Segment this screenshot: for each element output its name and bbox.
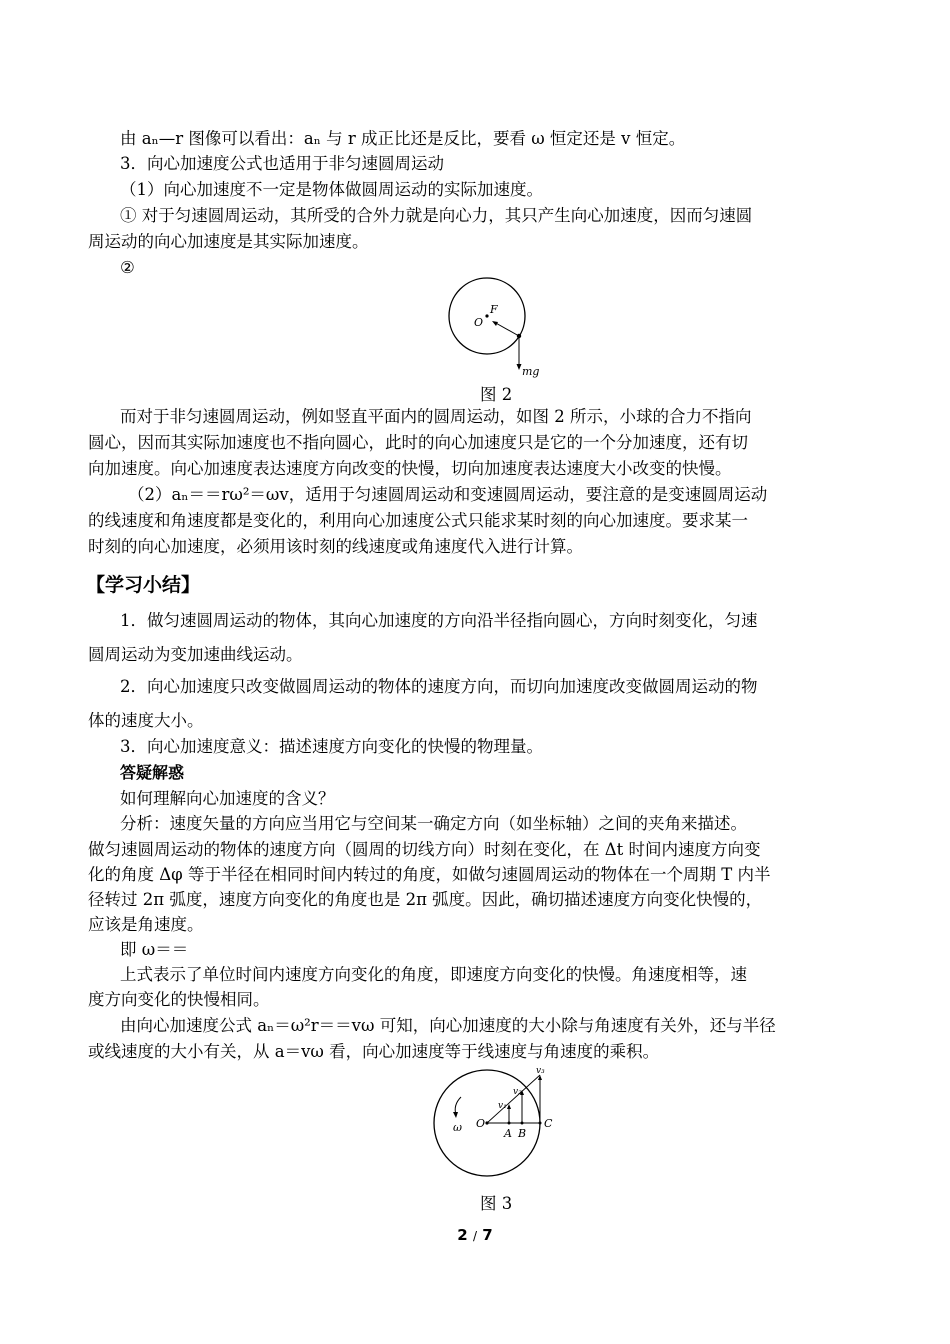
paragraph-formula-line2: 的线速度和角速度都是变化的，利用向心加速度公式只能求某时刻的向心加速度。要求某一 bbox=[88, 511, 748, 530]
paragraph-an-r-graph: 由 aₙ—r 图像可以看出：aₙ 与 r 成正比还是反比，要看 ω 恒定还是 v 恒定。 bbox=[120, 129, 686, 148]
page-current: 2 bbox=[457, 1226, 468, 1244]
figure-2-label-o: O bbox=[474, 316, 484, 329]
figure-2-force-arrow bbox=[494, 322, 519, 336]
summary-item-3: 3．向心加速度意义：描述速度方向变化的快慢的物理量。 bbox=[120, 737, 543, 756]
summary-item-1-line1: 1．做匀速圆周运动的物体，其向心加速度的方向沿半径指向圆心，方向时刻变化，匀速 bbox=[120, 611, 758, 630]
paragraph-nonuniform-line3: 向加速度。向心加速度表达速度方向改变的快慢，切向加速度表达速度大小改变的快慢。 bbox=[88, 459, 732, 478]
qa-answer-line9: 由向心加速度公式 aₙ＝ω²r＝＝vω 可知，向心加速度的大小除与角速度有关外，还与半径 bbox=[120, 1016, 776, 1035]
page-total: 7 bbox=[482, 1226, 493, 1244]
figure-3-rotation-arrowhead bbox=[453, 1112, 458, 1118]
figure-3-diagram bbox=[425, 1065, 565, 1185]
figure-2-diagram bbox=[440, 272, 560, 382]
qa-answer-line1: 分析：速度矢量的方向应当用它与空间某一确定方向（如坐标轴）之间的夹角来描述。 bbox=[120, 814, 747, 833]
qa-answer-line8: 度方向变化的快慢相同。 bbox=[88, 990, 270, 1009]
paragraph-formula-line1: （2）aₙ＝＝rω²＝ωv，适用于匀速圆周运动和变速圆周运动，要注意的是变速圆周运动 bbox=[128, 485, 768, 504]
figure-3-label-a: A bbox=[504, 1127, 512, 1140]
figure-3-point-b bbox=[521, 1122, 524, 1125]
figure-3-label-b: B bbox=[518, 1127, 527, 1140]
paragraph-circle-2: ② bbox=[120, 258, 135, 277]
page-number bbox=[0, 1226, 950, 1244]
figure-3-label-omega: ω bbox=[453, 1121, 462, 1134]
figure-3-label-c: C bbox=[544, 1117, 553, 1130]
paragraph-1: （1）向心加速度不一定是物体做圆周运动的实际加速度。 bbox=[120, 180, 543, 199]
figure-3-diagonal-line bbox=[487, 1075, 540, 1123]
qa-answer-line2: 做匀速圆周运动的物体的速度方向（圆周的切线方向）时刻在变化，在 Δt 时间内速度方向变 bbox=[88, 840, 761, 859]
figure-3-label-v1: v₁ bbox=[498, 1101, 507, 1111]
figure-2-force-arrowhead bbox=[492, 321, 498, 326]
qa-answer-line10: 或线速度的大小有关，从 a＝vω 看，向心加速度等于线速度与角速度的乘积。 bbox=[88, 1042, 660, 1061]
paragraph-nonuniform-line2: 圆心，因而其实际加速度也不指向圆心，此时的向心加速度只是它的一个分加速度，还有切 bbox=[88, 433, 748, 452]
qa-omega-formula: 即 ω＝＝ bbox=[120, 940, 189, 959]
figure-3-label-v2: v₂ bbox=[513, 1087, 522, 1097]
summary-item-2-line1: 2．向心加速度只改变做圆周运动的物体的速度方向，而切向加速度改变做圆周运动的物 bbox=[120, 677, 758, 696]
figure-3-label-v3: v₃ bbox=[536, 1066, 545, 1076]
qa-answer-line5: 应该是角速度。 bbox=[88, 915, 204, 934]
figure-2-gravity-arrowhead bbox=[517, 364, 522, 370]
qa-answer-line7: 上式表示了单位时间内速度方向变化的角度，即速度方向变化的快慢。角速度相等，速 bbox=[120, 965, 747, 984]
figure-3-point-a bbox=[508, 1122, 511, 1125]
figure-2-label-mg: mg bbox=[522, 365, 540, 378]
qa-question: 如何理解向心加速度的含义？ bbox=[120, 789, 335, 808]
figure-3-label-o: O bbox=[476, 1117, 486, 1130]
section-heading-summary: 【学习小结】 bbox=[86, 574, 201, 596]
page-separator: / bbox=[472, 1229, 478, 1243]
figure-3-point-c bbox=[539, 1122, 542, 1125]
qa-heading: 答疑解惑 bbox=[120, 763, 185, 782]
summary-item-2-line2: 体的速度大小。 bbox=[88, 711, 204, 730]
figure-2-label-f: F bbox=[490, 303, 498, 316]
qa-answer-line3: 化的角度 Δφ 等于半径在相同时间内转过的角度，如做匀速圆周运动的物体在一个周期 T 内半 bbox=[88, 865, 771, 884]
figure-2-caption: 图 2 bbox=[480, 385, 513, 404]
paragraph-formula-line3: 时刻的向心加速度，必须用该时刻的线速度或角速度代入进行计算。 bbox=[88, 537, 583, 556]
paragraph-circle-1-line2: 周运动的向心加速度是其实际加速度。 bbox=[88, 232, 369, 251]
figure-2-center-dot bbox=[485, 314, 488, 317]
qa-answer-line4: 径转过 2π 弧度，速度方向变化的角度也是 2π 弧度。因此，确切描述速度方向变化快慢的， bbox=[88, 890, 763, 909]
paragraph-point-3: 3．向心加速度公式也适用于非匀速圆周运动 bbox=[120, 154, 444, 173]
summary-item-1-line2: 圆周运动为变加速曲线运动。 bbox=[88, 645, 303, 664]
figure-3-caption: 图 3 bbox=[480, 1194, 513, 1213]
paragraph-nonuniform-line1: 而对于非匀速圆周运动，例如竖直平面内的圆周运动，如图 2 所示，小球的合力不指向 bbox=[120, 407, 752, 426]
paragraph-circle-1-line1: ① 对于匀速圆周运动，其所受的合外力就是向心力，其只产生向心加速度，因而匀速圆 bbox=[120, 206, 753, 225]
